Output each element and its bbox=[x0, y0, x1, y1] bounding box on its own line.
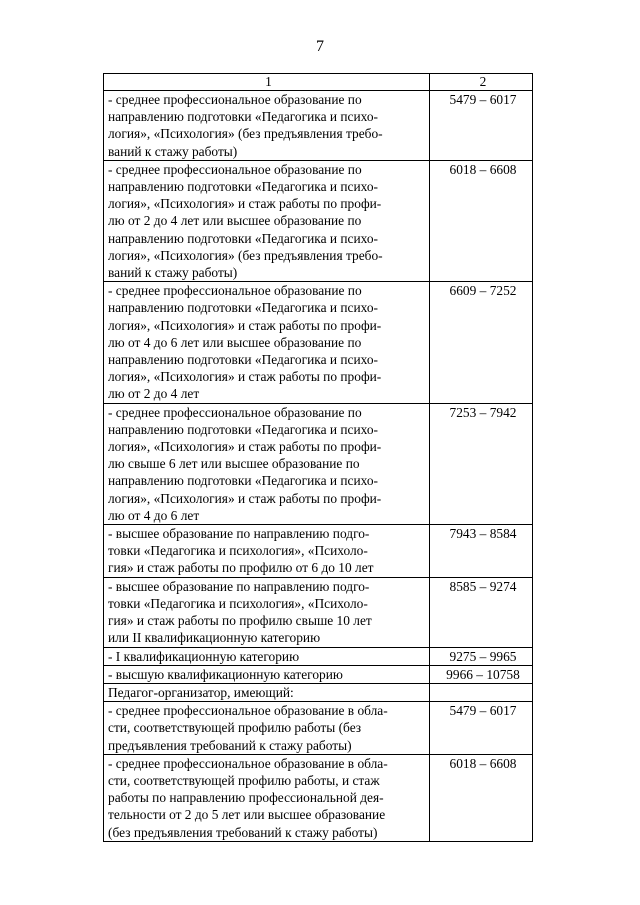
requirement-text-line: ваний к стажу работы) bbox=[108, 265, 238, 281]
requirement-text-line: - I квалификационную категорию bbox=[108, 648, 300, 664]
requirement-text-line: сти, соответствующей профилю работы, и стаж bbox=[108, 772, 380, 788]
requirement-text-line: - высшую квалификационную категорию bbox=[108, 666, 343, 682]
requirement-cell bbox=[104, 683, 430, 701]
salary-range-cell: 6018 – 6608 bbox=[430, 754, 533, 841]
requirement-text-line: направлению подготовки «Педагогика и психо- bbox=[108, 179, 378, 195]
requirement-cell bbox=[104, 577, 430, 647]
requirement-cell bbox=[104, 403, 430, 524]
table-row bbox=[104, 577, 533, 647]
salary-range-cell: 7253 – 7942 bbox=[430, 403, 533, 524]
requirement-text-line: - среднее профессиональное образование в обла- bbox=[108, 755, 388, 771]
requirement-text-line: гия» и стаж работы по профилю свыше 10 лет bbox=[108, 613, 372, 629]
requirement-cell bbox=[104, 282, 430, 403]
requirement-cell bbox=[104, 647, 430, 665]
page-number: 7 bbox=[316, 38, 324, 55]
requirement-text-line: - среднее профессиональное образование по bbox=[108, 404, 362, 420]
requirement-text-line: направлению подготовки «Педагогика и психо- bbox=[108, 300, 378, 316]
requirement-text-line: направлению подготовки «Педагогика и психо- bbox=[108, 473, 378, 489]
requirement-text-line: - среднее профессиональное образование в обла- bbox=[108, 703, 388, 719]
requirement-cell bbox=[104, 665, 430, 683]
requirement-text-line: логия», «Психология» (без предъявления требо- bbox=[108, 247, 383, 263]
requirement-cell bbox=[104, 91, 430, 161]
requirement-text-line: логия», «Психология» и стаж работы по профи- bbox=[108, 439, 382, 455]
requirement-text-line: лю от 2 до 4 лет bbox=[108, 386, 200, 402]
salary-range-cell: 8585 – 9274 bbox=[430, 577, 533, 647]
salary-range-cell: 6018 – 6608 bbox=[430, 160, 533, 281]
table-row bbox=[104, 525, 533, 578]
requirement-text-line: - высшее образование по направлению подго- bbox=[108, 526, 370, 542]
requirement-text-line: Педагог-организатор, имеющий: bbox=[108, 684, 294, 700]
requirement-cell bbox=[104, 525, 430, 578]
requirement-text-line: направлению подготовки «Педагогика и психо- bbox=[108, 352, 378, 368]
requirement-text-line: направлению подготовки «Педагогика и психо- bbox=[108, 421, 378, 437]
requirement-text-line: - среднее профессиональное образование по bbox=[108, 283, 362, 299]
table-row bbox=[104, 665, 533, 683]
requirement-text-line: сти, соответствующей профилю работы (без bbox=[108, 720, 362, 736]
requirement-text-line: логия», «Психология» (без предъявления требо- bbox=[108, 126, 383, 142]
requirement-text-line: - среднее профессиональное образование по bbox=[108, 92, 362, 107]
salary-range-cell: 7943 – 8584 bbox=[430, 525, 533, 578]
requirement-text-line: лю от 4 до 6 лет bbox=[108, 507, 200, 523]
requirement-cell bbox=[104, 702, 430, 755]
table-body bbox=[104, 74, 533, 842]
requirement-text-line: логия», «Психология» и стаж работы по профи- bbox=[108, 490, 382, 506]
requirement-text-line: лю от 4 до 6 лет или высшее образование по bbox=[108, 334, 362, 350]
table-row bbox=[104, 160, 533, 281]
salary-range-cell bbox=[430, 683, 533, 701]
requirement-text-line: или II квалификационную категорию bbox=[108, 630, 321, 646]
requirement-text-line: товки «Педагогика и психология», «Психоло- bbox=[108, 543, 368, 559]
table-row bbox=[104, 403, 533, 524]
salary-range-cell: 6609 – 7252 bbox=[430, 282, 533, 403]
requirement-text-line: направлению подготовки «Педагогика и психо- bbox=[108, 230, 378, 246]
requirement-text-line: - среднее профессиональное образование по bbox=[108, 161, 362, 177]
table-header-row bbox=[104, 74, 533, 91]
column-header-2: 2 bbox=[430, 74, 533, 91]
requirement-text-line: логия», «Психология» и стаж работы по профи- bbox=[108, 369, 382, 385]
requirement-text-line: гия» и стаж работы по профилю от 6 до 10 лет bbox=[108, 560, 374, 576]
table-row bbox=[104, 282, 533, 403]
requirement-text-line: товки «Педагогика и психология», «Психоло- bbox=[108, 595, 368, 611]
requirement-text-line: предъявления требований к стажу работы) bbox=[108, 737, 352, 753]
table-row bbox=[104, 702, 533, 755]
requirement-text-line: работы по направлению профессиональной дея- bbox=[108, 790, 384, 806]
salary-range-cell: 5479 – 6017 bbox=[430, 91, 533, 161]
requirement-text-line: направлению подготовки «Педагогика и психо- bbox=[108, 109, 378, 125]
table-row bbox=[104, 754, 533, 841]
requirement-text-line: (без предъявления требований к стажу работы) bbox=[108, 824, 378, 840]
requirement-cell bbox=[104, 160, 430, 281]
requirement-text-line: тельности от 2 до 5 лет или высшее образование bbox=[108, 807, 386, 823]
column-header-1: 1 bbox=[104, 74, 430, 91]
requirement-text-line: лю свыше 6 лет или высшее образование по bbox=[108, 456, 360, 472]
requirement-cell bbox=[104, 754, 430, 841]
table-row bbox=[104, 647, 533, 665]
salary-range-cell: 9275 – 9965 bbox=[430, 647, 533, 665]
requirement-text-line: логия», «Психология» и стаж работы по профи- bbox=[108, 317, 382, 333]
table-row bbox=[104, 683, 533, 701]
requirement-text-line: - высшее образование по направлению подго- bbox=[108, 578, 370, 594]
requirement-text-line: ваний к стажу работы) bbox=[108, 143, 238, 159]
salary-range-cell: 9966 – 10758 bbox=[430, 665, 533, 683]
requirement-text-line: лю от 2 до 4 лет или высшее образование по bbox=[108, 213, 362, 229]
table-row bbox=[104, 91, 533, 161]
salary-range-cell: 5479 – 6017 bbox=[430, 702, 533, 755]
salary-table bbox=[103, 73, 533, 842]
requirement-text-line: логия», «Психология» и стаж работы по профи- bbox=[108, 196, 382, 212]
